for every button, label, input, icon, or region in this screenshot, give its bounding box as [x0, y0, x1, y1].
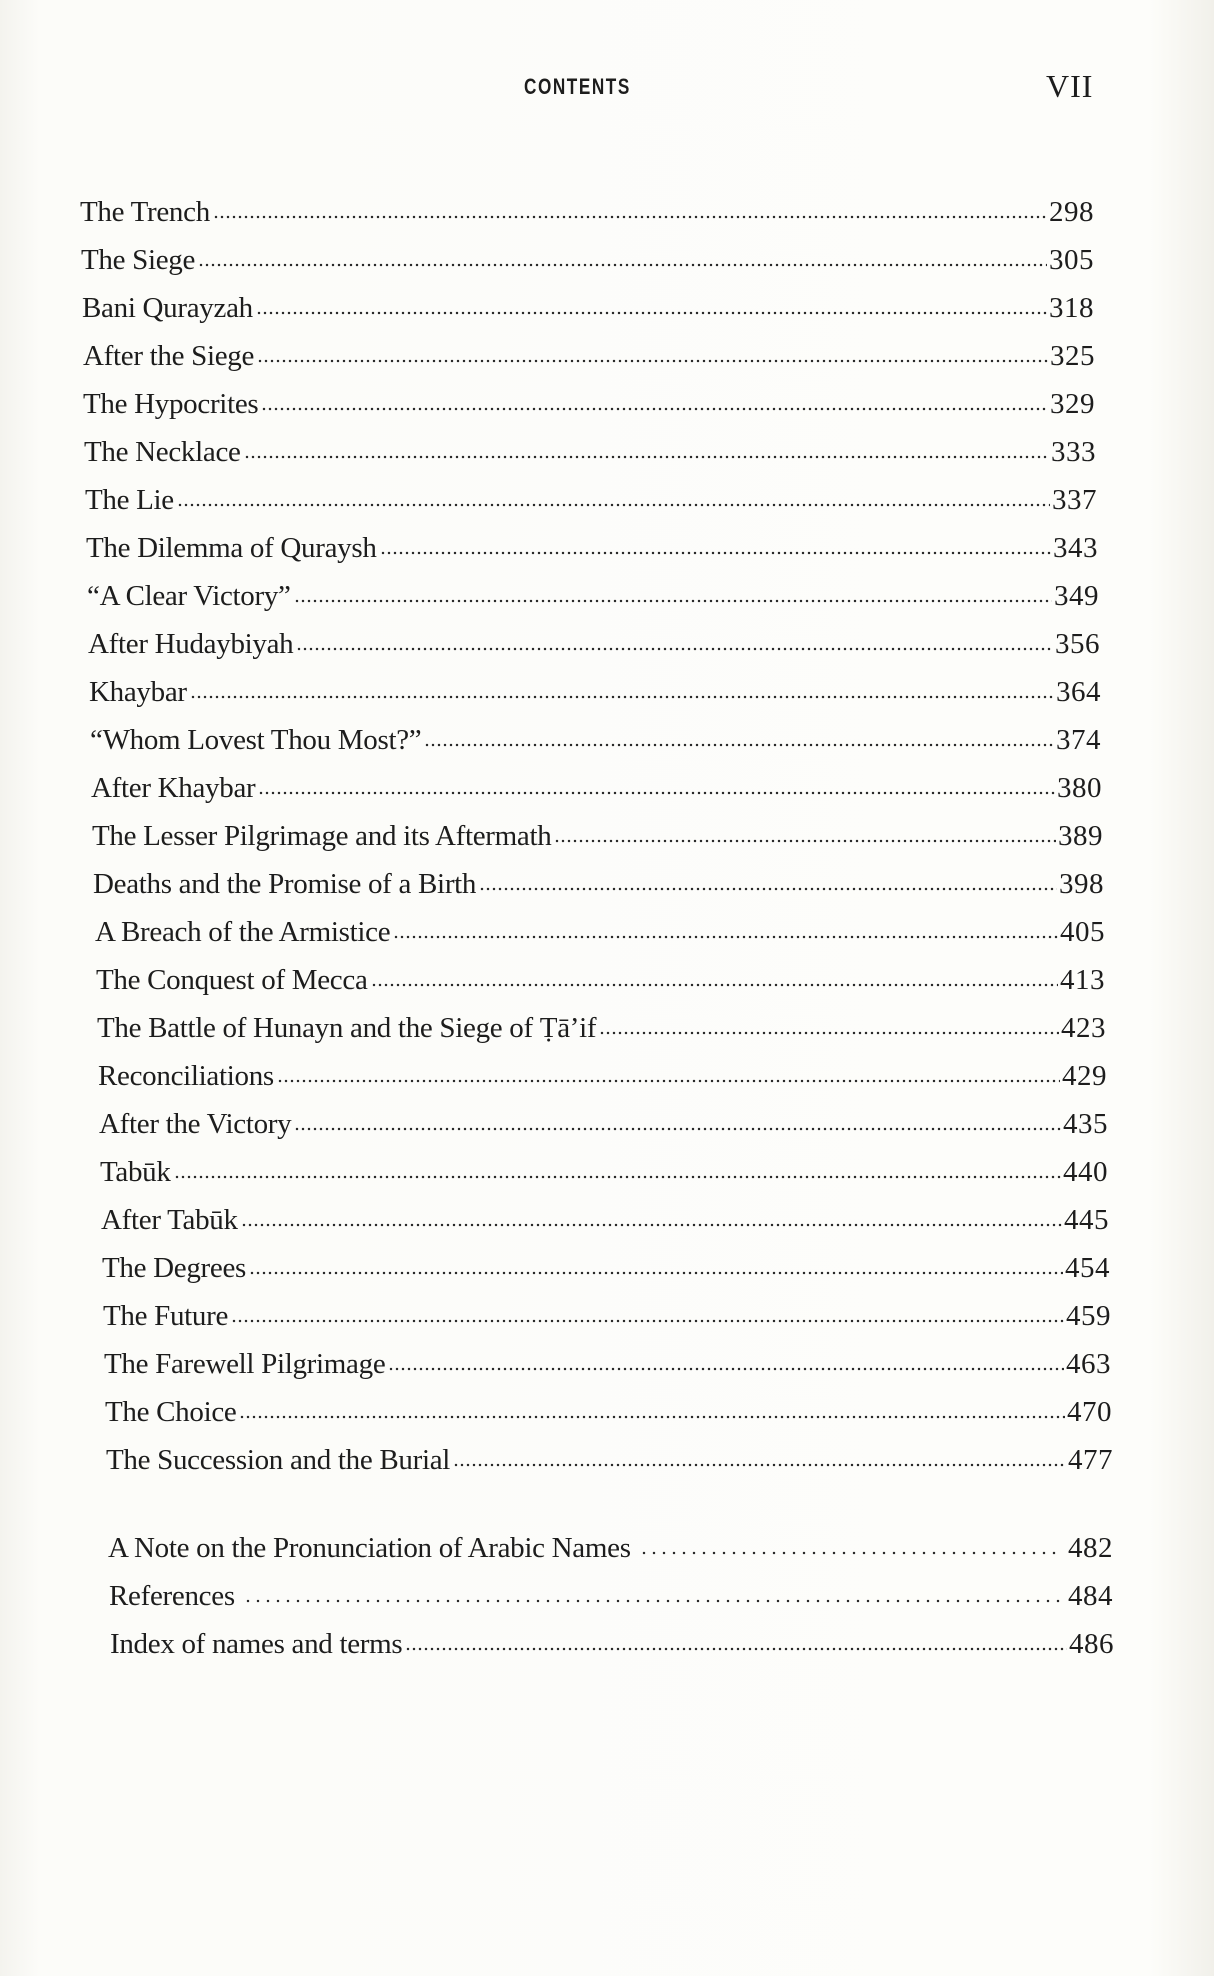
dot-leader [174, 1174, 1061, 1180]
dot-leader [231, 1318, 1064, 1324]
toc-entry [103, 1296, 1111, 1336]
toc-entry [91, 768, 1102, 808]
toc-entry [87, 576, 1099, 616]
dot-leader [405, 1646, 1067, 1652]
toc-entry [93, 864, 1104, 904]
toc-entry [104, 1344, 1111, 1384]
toc-entry [89, 672, 1101, 712]
running-head [0, 68, 1214, 108]
toc-entry-page: 389 [1058, 820, 1103, 852]
toc-entry-title: Bani Qurayzah [82, 292, 253, 324]
toc-entry-page: 305 [1049, 244, 1094, 276]
toc-entry-page: 356 [1055, 628, 1100, 660]
toc-entry-title: The Siege [81, 244, 196, 276]
toc-entry [83, 336, 1095, 376]
toc-entry [96, 960, 1105, 1000]
toc-entry-title: The Succession and the Burial [106, 1444, 451, 1476]
toc-entry [92, 816, 1103, 856]
toc-entry-page: 482 [1068, 1532, 1113, 1564]
toc-entry-title: After Khaybar [91, 772, 256, 804]
toc-entry [82, 288, 1094, 328]
toc-entry [102, 1248, 1110, 1288]
toc-entry [80, 192, 1094, 232]
dot-leader [256, 310, 1047, 316]
toc-entry-title: The Hypocrites [83, 388, 259, 420]
toc-entry-page: 440 [1063, 1156, 1108, 1188]
toc-entry [106, 1440, 1113, 1480]
dot-leader [380, 550, 1051, 556]
toc-entry-page: 337 [1052, 484, 1097, 516]
toc-entry-page: 413 [1060, 964, 1105, 996]
toc-entry-title: Tabūk [100, 1156, 171, 1188]
toc-entry-title: The Degrees [102, 1252, 247, 1284]
toc-entry-title: “A Clear Victory” [87, 580, 291, 612]
toc-entry-title: The Dilemma of Quraysh [86, 532, 377, 564]
toc-entry-page: 380 [1057, 772, 1102, 804]
toc-entry-title: After the Siege [83, 340, 255, 372]
toc-back-matter-entry [108, 1528, 1113, 1568]
dot-leader [190, 694, 1054, 700]
toc-entry-title: References [109, 1580, 235, 1612]
toc-entry-page: 405 [1060, 916, 1105, 948]
toc-entry-page: 486 [1069, 1628, 1114, 1660]
toc-entry-page: 374 [1056, 724, 1101, 756]
toc-entry-page: 435 [1063, 1108, 1108, 1140]
dot-leader [479, 886, 1057, 892]
toc-entry [98, 1056, 1107, 1096]
toc-entry-page: 459 [1066, 1300, 1111, 1332]
toc-entry-page: 298 [1049, 196, 1094, 228]
toc-entry-page: 349 [1054, 580, 1099, 612]
toc-entry-page: 484 [1068, 1580, 1113, 1612]
dot-leader [243, 1598, 1060, 1604]
toc-entry-title: The Lie [85, 484, 174, 516]
toc-entry-title: The Choice [105, 1396, 237, 1428]
toc-entry-title: Khaybar [89, 676, 187, 708]
toc-entry-page: 343 [1053, 532, 1098, 564]
toc-entry-title: The Lesser Pilgrimage and its Aftermath [92, 820, 552, 852]
toc-entry-page: 398 [1059, 868, 1104, 900]
toc-entry-page: 333 [1051, 436, 1096, 468]
toc-entry-title: The Trench [80, 196, 210, 228]
toc-back-matter-entry [110, 1624, 1114, 1664]
dot-leader [599, 1030, 1059, 1036]
toc-entry-page: 470 [1067, 1396, 1112, 1428]
toc-entry [100, 1152, 1108, 1192]
page-folio: VII [1046, 68, 1094, 104]
toc-entry [90, 720, 1101, 760]
toc-entry-page: 463 [1066, 1348, 1111, 1380]
toc-entry-title: After the Victory [99, 1108, 292, 1140]
toc-entry-title: The Necklace [84, 436, 241, 468]
toc-entry [95, 912, 1105, 952]
dot-leader [244, 454, 1049, 460]
toc-entry [101, 1200, 1109, 1240]
toc-entry [83, 384, 1095, 424]
toc-entry-title: The Battle of Hunayn and the Siege of Ṭā’if [97, 1012, 597, 1044]
toc-entry [105, 1392, 1112, 1432]
dot-leader [639, 1550, 1060, 1556]
toc-entry [97, 1008, 1106, 1048]
dot-leader [249, 1270, 1063, 1276]
toc-entry-page: 429 [1062, 1060, 1107, 1092]
toc-entry-title: Deaths and the Promise of a Birth [93, 868, 477, 900]
toc-entry-title: A Breach of the Armistice [95, 916, 391, 948]
toc-entry-page: 445 [1064, 1204, 1109, 1236]
dot-leader [393, 934, 1058, 940]
toc-entry-title: Index of names and terms [110, 1628, 403, 1660]
dot-leader [554, 838, 1056, 844]
dot-leader [257, 358, 1048, 364]
toc-entry-title: A Note on the Pronunciation of Arabic Names [108, 1532, 631, 1564]
dot-leader [371, 982, 1058, 988]
dot-leader [261, 406, 1048, 412]
toc-entry [86, 528, 1098, 568]
dot-leader [239, 1414, 1065, 1420]
toc-entry-title: After Tabūk [101, 1204, 238, 1236]
toc-entry-page: 325 [1050, 340, 1095, 372]
dot-leader [453, 1462, 1066, 1468]
toc-entry-page: 423 [1061, 1012, 1106, 1044]
toc-entry-page: 329 [1050, 388, 1095, 420]
dot-leader [213, 214, 1047, 220]
toc-entry-title: “Whom Lovest Thou Most?” [90, 724, 422, 756]
toc-entry-page: 454 [1065, 1252, 1110, 1284]
toc-entry-title: Reconciliations [98, 1060, 274, 1092]
toc-entry-title: The Future [103, 1300, 229, 1332]
toc-entry-title: The Conquest of Mecca [96, 964, 368, 996]
toc-back-matter-entry [109, 1576, 1113, 1616]
toc-entry-title: The Farewell Pilgrimage [104, 1348, 386, 1380]
toc-entry [85, 480, 1097, 520]
dot-leader [177, 502, 1050, 508]
toc-entry-title: After Hudaybiyah [88, 628, 294, 660]
toc-entry-page: 477 [1068, 1444, 1113, 1476]
dot-leader [296, 646, 1053, 652]
dot-leader [258, 790, 1055, 796]
section-title: CONTENTS [524, 74, 631, 99]
dot-leader [294, 598, 1052, 604]
dot-leader [424, 742, 1054, 748]
toc-entry [84, 432, 1096, 472]
dot-leader [388, 1366, 1064, 1372]
dot-leader [277, 1078, 1060, 1084]
toc-entry-page: 318 [1049, 292, 1094, 324]
toc-entry [88, 624, 1100, 664]
dot-leader [294, 1126, 1061, 1132]
toc-entry-page: 364 [1056, 676, 1101, 708]
dot-leader [241, 1222, 1062, 1228]
toc-entry [81, 240, 1094, 280]
toc-entry [99, 1104, 1108, 1144]
dot-leader [198, 262, 1047, 268]
